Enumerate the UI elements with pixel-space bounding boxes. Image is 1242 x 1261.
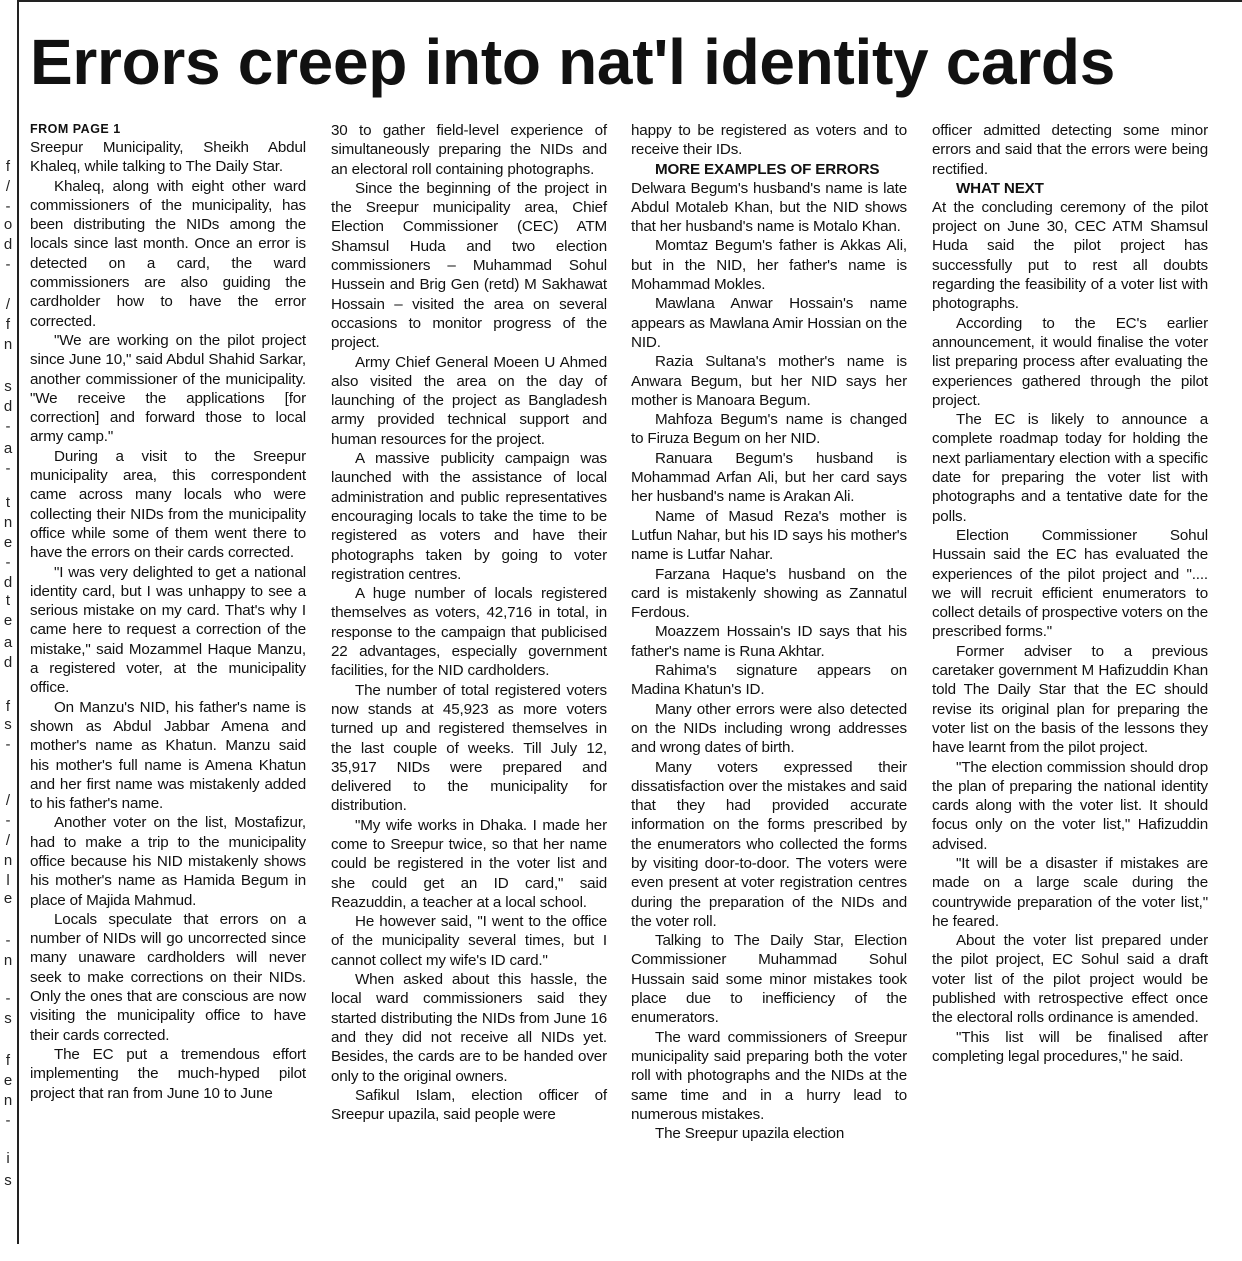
paragraph: According to the EC's earlier announcement, it would finalise the voter list preparing process after evaluating the experiences gathered through the pilot project. [932,314,1208,409]
gutter-char: / [5,296,11,313]
gutter-char: - [5,812,11,829]
gutter-char: s [4,716,12,733]
paragraph: Farzana Haque's husband on the card is mistakenly showing as Zannatul Ferdous. [631,565,907,622]
paragraph: During a visit to the Sreepur municipality area, this correspondent came across many locals who were collecting their NIDs from the municipality office while some of them went there to have the errors on their cards corrected. [30,447,306,562]
paragraph: Moazzem Hossain's ID says that his father's name is Runa Akhtar. [631,623,907,660]
gutter-char: f [5,1052,11,1069]
paragraph: The Sreepur upazila election [655,1125,845,1143]
article-column-2 [331,121,607,1124]
paragraph: Election Commissioner Sohul Hussain said the EC has evaluated the experiences of the pilot project and ".... we will recruit efficient enumerators to collect details of prospective voters on the prescribed forms." [932,526,1208,641]
article-column-1 [30,121,306,1103]
jump-label: FROM PAGE 1 [30,122,121,136]
paragraph: Ranuara Begum's husband is Mohammad Arfan Ali, but her card says her husband's name is Arakan Ali. [631,449,907,506]
paragraph: The EC put a tremendous effort implementing the much-hyped pilot project that ran from June 10 to June [30,1045,306,1102]
paragraph: Former adviser to a previous caretaker government M Hafizuddin Khan told The Daily Star that the EC should revise its original plan for preparing the voter list on the basis of the lessons they have learnt from the pilot project. [932,642,1208,757]
paragraph: When asked about this hassle, the local ward commissioners said they started distributing the NIDs from June 16 and they did not receive all NIDs yet. Besides, the cards are to be handed over only to the original owners. [331,971,607,1085]
headline: Errors creep into nat'l identity cards [30,26,1116,98]
paragraph: Momtaz Begum's father is Akkas Ali, but in the NID, her father's name is Mohammad Mokles. [631,237,907,294]
gutter-char: a [3,440,13,457]
gutter-char: n [3,852,13,869]
paragraph: Locals speculate that errors on a number of NIDs will go uncorrected since many unaware cardholders will never seek to make corrections on their NIDs. Only the ones that are conscious are now visiting the municipality office to have their cards corrected. [30,910,306,1044]
gutter-char: d [3,398,13,415]
article-column-3 [631,121,907,1143]
gutter-char: - [5,554,11,571]
paragraph: "This list will be finalised after completing legal procedures," he said. [932,1028,1208,1065]
subheading: MORE EXAMPLES OF ERRORS [655,160,880,178]
gutter-char: / [5,178,11,195]
paragraph: "The election commission should drop the plan of preparing the national identity cards along with the voter list. It should focus only on the voter list," Hafizuddin advised. [932,758,1208,853]
paragraph: Rahima's signature appears on Madina Khatun's ID. [631,662,907,699]
paragraph: happy to be registered as voters and to receive their IDs. [631,122,907,159]
paragraph: Sreepur Municipality, Sheikh Abdul Khaleq, while talking to The Daily Star. [30,139,306,176]
gutter-char: i [6,1150,10,1167]
paragraph: 30 to gather field-level experience of simultaneously preparing the NIDs and an electoral roll containing photographs. [331,122,607,178]
paragraph: officer admitted detecting some minor errors and said that the errors were being rectified. [932,122,1208,178]
paragraph: A massive publicity campaign was launched with the assistance of local administration and public representatives encouraging locals to take the time to be registered as voters and have their photographs taken by going to voter registration centres. [331,450,607,583]
gutter-char: t [5,494,11,511]
gutter-char: n [3,952,13,969]
column-rule-left [17,0,19,1244]
paragraph: On Manzu's NID, his father's name is shown as Abdul Jabbar Amena and mother's name as Khatun. Manzu said his mother's full name is Amena Khatun and her first name was mistakenly added to his father's name. [30,698,306,813]
gutter-char: / [5,792,11,809]
gutter-char: f [5,698,11,715]
gutter-char: - [5,256,11,273]
gutter-char: - [5,990,11,1007]
gutter-char: n [3,336,13,353]
paragraph: Razia Sultana's mother's name is Anwara Begum, but her NID says her mother is Manoara Begum. [631,353,907,409]
gutter-char: / [5,832,11,849]
gutter-char: - [5,736,11,753]
paragraph: Name of Masud Reza's mother is Lutfun Nahar, but his ID says his mother's name is Lutfar Nahar. [631,507,907,564]
paragraph: The EC is likely to announce a complete roadmap today for holding the next parliamentary election with a specific date for preparing the voter list with photographs and a tentative date for the polls. [932,411,1208,525]
subheading: WHAT NEXT [956,179,1044,197]
gutter-char: s [4,378,12,395]
gutter-char: t [5,592,11,609]
paragraph: Safikul Islam, election officer of Sreepur upazila, said people were [331,1086,607,1124]
paragraph: Talking to The Daily Star, Election Commissioner Muhammad Sohul Hussain said some minor mistakes took place due to inefficiency of the enumerators. [631,932,907,1027]
gutter-char: e [3,1072,13,1089]
gutter-char: - [5,1112,11,1129]
paragraph: Since the beginning of the project in the Sreepur municipality area, Chief Election Commissioner (CEC) ATM Shamsul Huda and two election commissioners – Muhammad Sohul Hussein and Brig Gen (retd) M Sakhawat Hossain – visited the area on several occasions to monitor progress of the project. [331,179,607,352]
paragraph: "We are working on the pilot project since June 10," said Abdul Shahid Sarkar, another commissioner of the municipality. "We receive the applications [for correction] and forward those to local army camp." [30,331,306,446]
adjacent-column-fragment [0,0,16,1244]
paragraph: About the voter list prepared under the pilot project, EC Sohul said a draft voter list of the pilot project would be published with retrospective effect once the electoral rolls ordinance is amended. [932,932,1208,1027]
paragraph: The number of total registered voters now stands at 45,923 as more voters turned up and registered themselves in the last couple of weeks. Till July 12, 35,917 NIDs were prepared and delivered to the municipality for distribution. [331,681,607,815]
gutter-char: s [4,1010,12,1027]
paragraph: The ward commissioners of Sreepur municipality said preparing both the voter roll with photographs and the NIDs at the same time and in a hurry lead to numerous mistakes. [631,1028,907,1123]
article-column-4 [932,121,1208,1066]
gutter-char: d [3,654,13,671]
paragraph: Another voter on the list, Mostafizur, had to make a trip to the municipality office because his NID mistakenly shows his mother's name as Hamida Begum in place of Majida Mahmud. [30,814,306,909]
paragraph: Many other errors were also detected on the NIDs including wrong addresses and wrong dates of birth. [631,700,907,757]
gutter-char: a [3,634,13,651]
paragraph: He however said, "I went to the office of the municipality several times, but I cannot collect my wife's ID card." [331,913,607,969]
paragraph: "I was very delighted to get a national identity card, but I was unhappy to see a serious mistake on my card. That's why I came here to request a correction of the mistake," said Mozammel Haque Manzu, a registered voter, at the municipality office. [30,563,306,697]
paragraph: At the concluding ceremony of the pilot project on June 30, CEC ATM Shamsul Huda said the pilot project has successfully put to rest all doubts regarding the feasibility of a voter list with photographs. [932,198,1208,313]
paragraph: "My wife works in Dhaka. I made her come to Sreepur twice, so that her name could be registered in the voter list and she could get an ID card," said Reazuddin, a teacher at a local school. [331,816,607,911]
gutter-char: f [5,158,11,175]
gutter-char: - [5,932,11,949]
gutter-char: o [3,216,13,233]
gutter-char: - [5,460,11,477]
gutter-char: - [5,198,11,215]
paragraph: A huge number of locals registered themselves as voters, 42,716 in total, in response to the campaign that publicised 22 advantages, especially government facilities, for the NID cardholders. [331,585,607,680]
paragraph: Delwara Begum's husband's name is late Abdul Motaleb Khan, but the NID shows that her husband's name is Motalo Khan. [631,179,907,236]
paragraph: Many voters expressed their dissatisfaction over the mistakes and said that they had provided accurate information on the forms prescribed by the enumerators who collected the forms by visiting door-to-door. The voters were even present at voter registration centres during the preparation of the NIDs and the voter roll. [631,758,907,930]
paragraph: Army Chief General Moeen U Ahmed also visited the area on the day of launching of the project as Bangladesh army provided technical support and human resources for the project. [331,353,607,448]
gutter-char: e [3,534,13,551]
gutter-char: l [6,872,10,889]
paragraph: "It will be a disaster if mistakes are made on a large scale during the countrywide preparation of the voter list," he feared. [932,854,1208,930]
gutter-char: d [3,574,13,591]
gutter-char: e [3,612,13,629]
gutter-char: f [5,316,11,333]
top-rule [18,0,1242,2]
paragraph: Mahfoza Begum's name is changed to Firuza Begum on her NID. [631,411,907,448]
gutter-char: s [4,1172,12,1189]
gutter-char: e [3,890,13,907]
gutter-char: - [5,418,11,435]
gutter-char: d [3,236,13,253]
paragraph: Mawlana Anwar Hossain's name appears as Mawlana Amir Hossian on the NID. [631,295,907,351]
paragraph: Khaleq, along with eight other ward commissioners of the municipality, has been distributing the NIDs among the locals since last month. Once an error is detected on a card, the ward commissioners are also guiding the cardholder how to have the error corrected. [30,177,306,330]
gutter-char: n [3,514,13,531]
gutter-char: n [3,1092,13,1109]
